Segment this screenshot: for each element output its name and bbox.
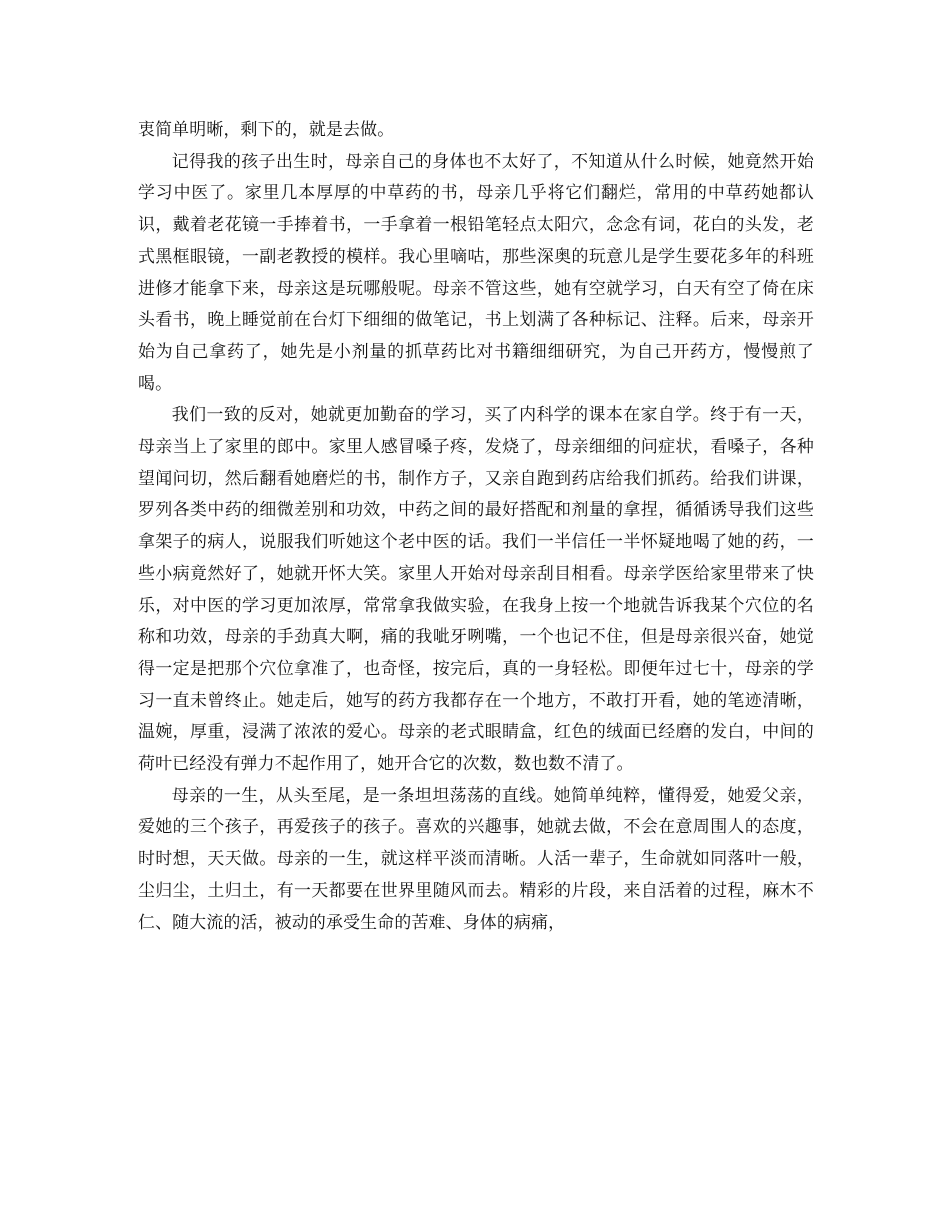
paragraph-learning-medicine: 记得我的孩子出生时，母亲自己的身体也不太好了，不知道从什么时候，她竟然开始学习中医了。家里几本厚厚的中草药的书，母亲几乎将它们翻烂，常用的中草药她都认识，戴着老花镜一手捧着书，一手拿着一根铅笔轻点太阳穴，念念有词，花白的头发，老式黑框眼镜，一副老教授的模样。我心里嘀咕，那些深奥的玩意儿是学生要花多年的科班进修才能拿下来，母亲这是玩哪般呢。母亲不管这些，她有空就学习，白天有空了倚在床头看书，晚上睡觉前在台灯下细细的做笔记，书上划满了各种标记、注释。后来，母亲开始为自己拿药了，她先是小剂量的抓草药比对书籍细细研究，为自己开药方，慢慢煎了喝。: [138, 150, 814, 393]
paragraph-family-doctor: 我们一致的反对，她就更加勤奋的学习，买了内科学的课本在家自学。终于有一天，母亲当上了家里的郎中。家里人感冒嗓子疼，发烧了，母亲细细的问症状，看嗓子，各种望闻问切，然后翻看她磨烂的书，制作方子，又亲自跑到药店给我们抓药。给我们讲课，罗列各类中药的细微差别和功效，中药之间的最好搭配和剂量的拿捏，循循诱导我们这些拿架子的病人，说服我们听她这个老中医的话。我们一半信任一半怀疑地喝了她的药，一些小病竟然好了，她就开怀大笑。家里人开始对母亲刮目相看。母亲学医给家里带来了快乐，对中医的学习更加浓厚，常常拿我做实验，在我身上按一个地就告诉我某个穴位的名称和功效，母亲的手劲真大啊，痛的我呲牙咧嘴，一个也记不住，但是母亲很兴奋，她觉得一定是把那个穴位拿准了，也奇怪，按完后，真的一身轻松。即便年过七十，母亲的学习一直未曾终止。她走后，她写的药方我都存在一个地方，不敢打开看，她的笔迹清晰，温婉，厚重，浸满了浓浓的爱心。母亲的老式眼睛盒，红色的绒面已经磨的发白，中间的荷叶已经没有弹力不起作用了，她开合它的次数，数也数不清了。: [138, 404, 814, 774]
paragraph-continuation: 衷简单明晰，剩下的，就是去做。: [138, 119, 395, 139]
article-body: [138, 114, 814, 938]
paragraph-mothers-life: 母亲的一生，从头至尾，是一条坦坦荡荡的直线。她简单纯粹，懂得爱，她爱父亲，爱她的三个孩子，再爱孩子的孩子。喜欢的兴趣事，她就去做，不会在意周围人的态度，时时想，天天做。母亲的一生，就这样平淡而清晰。人活一辈子，生命就如同落叶一般，尘归尘，土归土，有一天都要在世界里随风而去。精彩的片段，来自活着的过程，麻木不仁、随大流的活，被动的承受生命的苦难、身体的病痛，: [138, 784, 814, 932]
